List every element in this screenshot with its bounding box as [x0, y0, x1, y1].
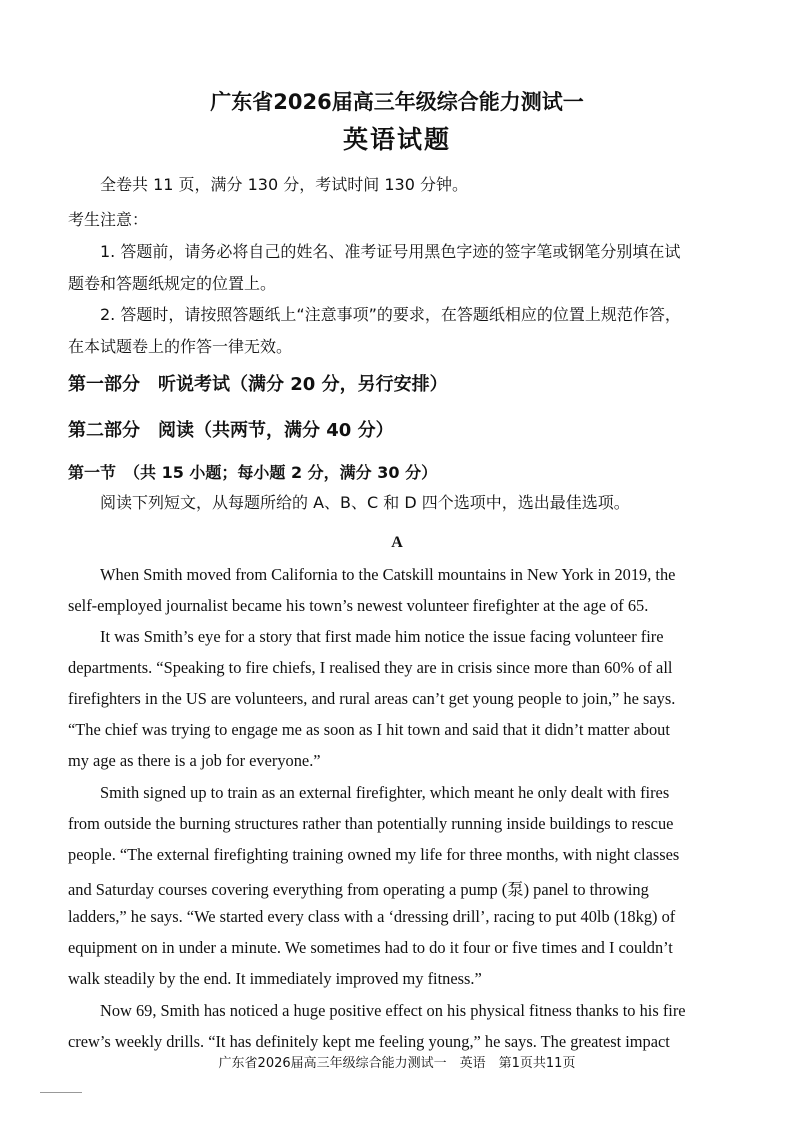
exam-title: 广东省2026届高三年级综合能力测试一 [210, 90, 584, 114]
notice-1-line1: 1. 答题前，请务必将自己的姓名、准考证号用黑色字迹的签字笔或钢笔分别填在试 [100, 242, 681, 261]
part2-heading: 第二部分 阅读（共两节，满分 40 分） [68, 420, 394, 441]
passage-line: firefighters in the US are volunteers, and rural areas can’t get young people to join,” he says. [68, 689, 676, 708]
passage-line: self-employed journalist became his town’s newest volunteer firefighter at the age of 65. [68, 596, 649, 615]
passage-line: When Smith moved from California to the Catskill mountains in New York in 2019, the [100, 565, 676, 584]
passage-line: Smith signed up to train as an external firefighter, which meant he only dealt with fires [100, 783, 670, 802]
passage-line: departments. “Speaking to fire chiefs, I realised they are in crisis since more than 60% of all [68, 658, 673, 677]
notice-1-line2: 题卷和答题纸规定的位置上。 [68, 274, 277, 293]
subsection1-heading: 第一节 （共 15 小题；每小题 2 分，满分 30 分） [68, 463, 438, 482]
passage-line: and Saturday courses covering everything from operating a pump (泵) panel to throwing [68, 880, 649, 899]
notice-heading: 考生注意： [68, 210, 149, 229]
passage-line: my age as there is a job for everyone.” [68, 751, 321, 770]
notice-2-line2: 在本试题卷上的作答一律无效。 [68, 337, 293, 356]
passage-line: It was Smith’s eye for a story that first made him notice the issue facing volunteer fire [100, 627, 664, 646]
passage-line: equipment on in under a minute. We sometimes had to do it four or five times and I couldn’t [68, 938, 673, 957]
passage-line: crew’s weekly drills. “It has definitely kept me feeling young,” he says. The greatest impact [68, 1032, 670, 1051]
exam-overview: 全卷共 11 页，满分 130 分，考试时间 130 分钟。 [100, 175, 468, 194]
subject-title: 英语试题 [342, 125, 451, 154]
passage-line: walk steadily by the end. It immediately improved my fitness.” [68, 969, 482, 988]
passage-line: “The chief was trying to engage me as soon as I hit town and said that it didn’t matter about [68, 720, 670, 739]
passage-line: ladders,” he says. “We started every class with a ‘dressing drill’, racing to put 40lb (18kg) of [68, 907, 676, 926]
passage-line: from outside the burning structures rather than potentially running inside buildings to rescue [68, 814, 674, 833]
scan-edge-mark [40, 1092, 82, 1093]
passage-label: A [391, 534, 403, 551]
notice-2-line1: 2. 答题时，请按照答题纸上“注意事项”的要求，在答题纸相应的位置上规范作答， [100, 305, 681, 324]
subsection1-direction: 阅读下列短文，从每题所给的 A、B、C 和 D 四个选项中，选出最佳选项。 [100, 493, 630, 512]
passage-line: Now 69, Smith has noticed a huge positive effect on his physical fitness thanks to his fire [100, 1001, 686, 1020]
passage-line: people. “The external firefighting training owned my life for three months, with night classes [68, 845, 680, 864]
page-footer: 广东省2026届高三年级综合能力测试一 英语 第1页共11页 [218, 1056, 576, 1071]
part1-heading: 第一部分 听说考试（满分 20 分，另行安排） [68, 374, 448, 395]
